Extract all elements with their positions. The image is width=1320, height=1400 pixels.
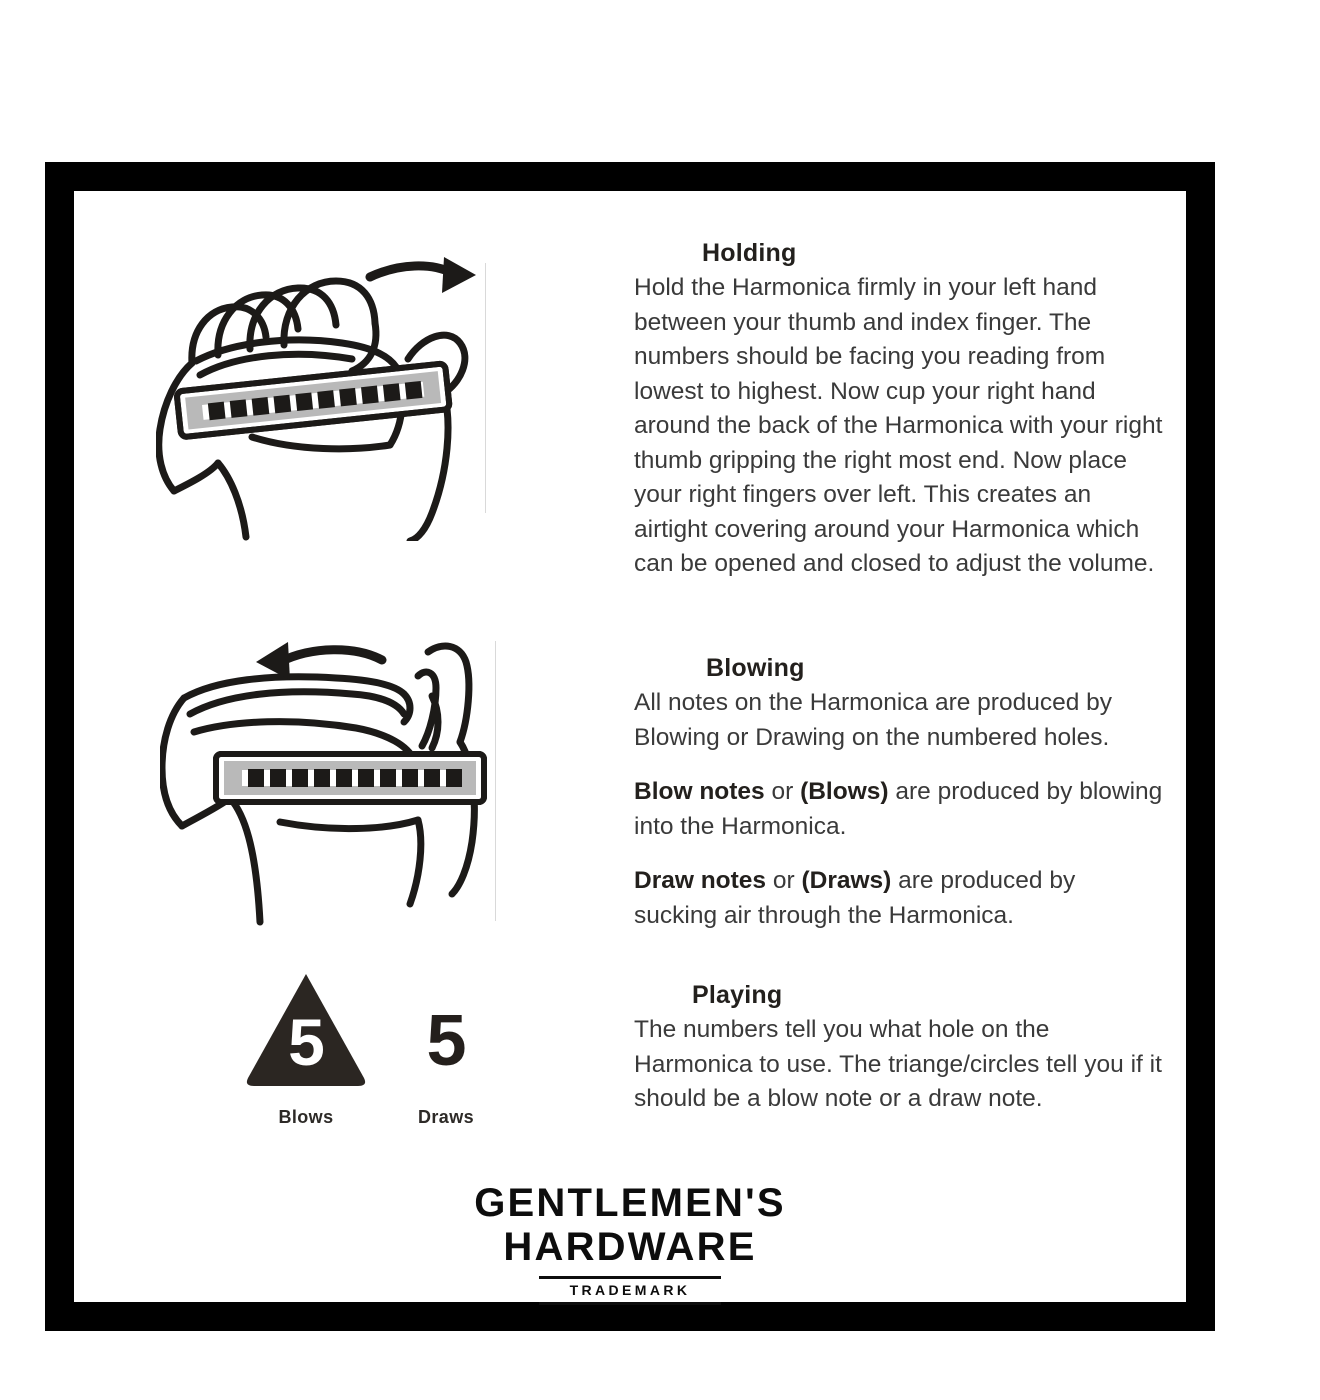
legend-item-draws: [384, 971, 508, 1127]
holding-illustration: [156, 251, 486, 541]
paragraph: Blow notes or (Blows) are produced by blowing into the Harmonica.: [634, 778, 1163, 840]
brand-rule-bottom: [539, 1302, 721, 1305]
section-holding-heading: Holding: [702, 239, 797, 267]
blow-note-label: Blows: [278, 1107, 334, 1127]
section-blowing-heading: Blowing: [706, 654, 805, 682]
section-playing-heading: Playing: [692, 981, 783, 1009]
section-blowing-body: [634, 686, 1164, 933]
instructions-column: [634, 191, 1186, 1302]
draw-note-label: Draws: [417, 1107, 475, 1127]
brand-line-1: GENTLEMEN'S: [474, 1181, 786, 1225]
blow-note-symbol: [244, 971, 368, 1089]
section-holding: [634, 239, 1164, 582]
section-blowing: [634, 654, 1164, 933]
brand-line-2: HARDWARE: [503, 1225, 757, 1269]
draw-note-symbol: [384, 971, 508, 1089]
black-picture-frame: [45, 162, 1215, 1331]
paragraph: All notes on the Harmonica are produced by Blowing or Drawing on the numbered holes.: [634, 689, 1113, 751]
section-holding-body: [634, 271, 1164, 582]
legend-item-blows: [244, 971, 368, 1127]
brand-logo: [74, 1181, 1186, 1305]
instruction-card: [74, 191, 1186, 1302]
blow-note-number: 5: [288, 1005, 324, 1079]
note-symbol-legend: [74, 971, 614, 1161]
illustration-column: [74, 191, 634, 1302]
brand-trademark-block: [539, 1276, 721, 1305]
paragraph: Draw notes or (Draws) are produced by sucking air through the Harmonica.: [634, 867, 1076, 929]
paragraph: The numbers tell you what hole on the Harmonica to use. The triange/circles tell you if it should be a blow note or a draw note.: [634, 1016, 1162, 1112]
arrow-right-icon: [370, 257, 476, 293]
section-playing: [634, 981, 1164, 1117]
paragraph: Hold the Harmonica firmly in your left hand between your thumb and index finger. The numbers should be facing you reading from lowest to highest. Now cup your right hand around the back of the Harmonica with your right thumb gripping the right most end. Now place your right fingers over left. This creates an airtight covering around your Harmonica which can be opened and closed to adjust the volume.: [634, 274, 1163, 577]
blowing-illustration: [160, 636, 500, 926]
section-playing-body: [634, 1013, 1164, 1117]
draw-note-number: 5: [426, 1001, 466, 1081]
brand-trademark-text: TRADEMARK: [569, 1282, 691, 1298]
